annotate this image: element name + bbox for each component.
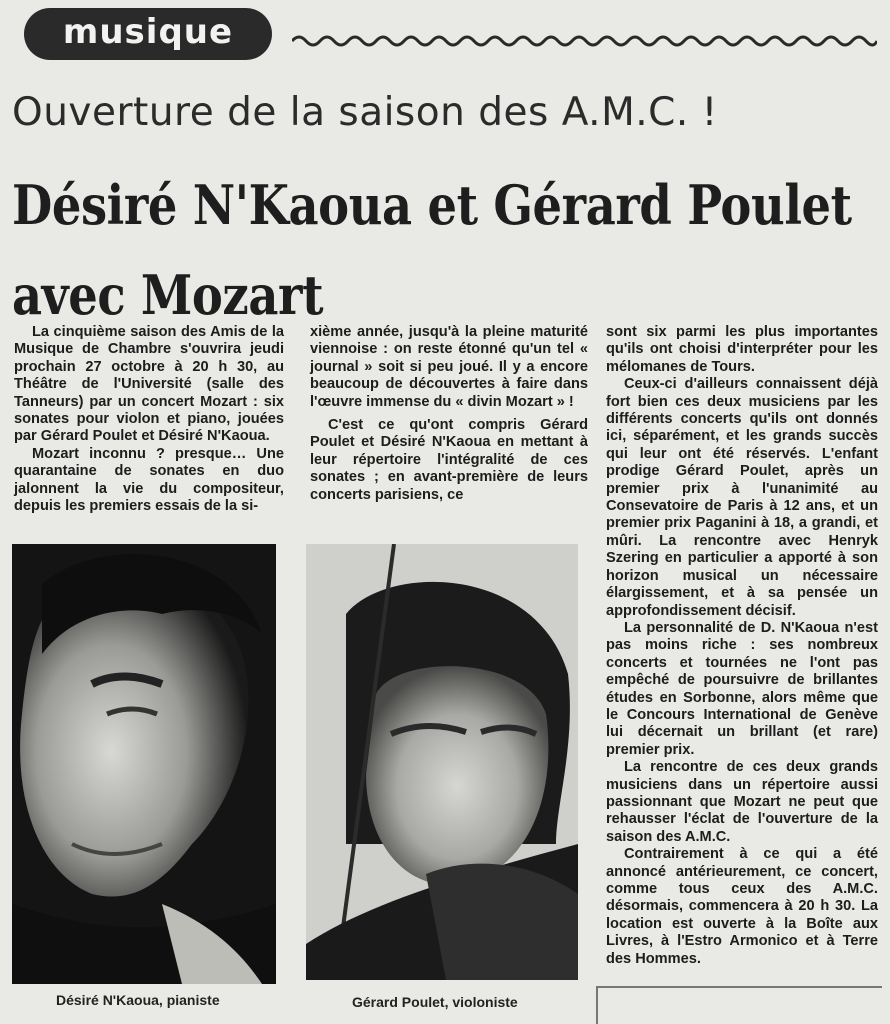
paragraph: Contrairement à ce qui a été annoncé antérieurement, ce concert, comme tous ceux des A.M.C. désormais, commencera à 20 h 30. La location est ouverte à la Boîte aux Livres, à l'Estro Armonico et à Terre des Hommes. — [606, 846, 878, 967]
pianist-portrait-image — [12, 544, 276, 984]
article-column-3 — [606, 324, 878, 968]
paragraph: Mozart inconnu ? presque… Une quarantaine de sonates en duo jalonnent la vie du compositeur, depuis les premiers essais de la si- — [14, 445, 284, 515]
kicker-headline: Ouverture de la saison des A.M.C. ! — [12, 90, 718, 135]
paragraph: La personnalité de D. N'Kaoua n'est pas moins riche : ses nombreux concerts et tournées ne l'ont pas empêché de poursuivre de brillantes études en Sorbonne, alors même que le Concours International de Genève lui décernait un brillant (et rare) premier prix. — [606, 619, 878, 758]
article-column-2 — [310, 324, 588, 504]
section-tag — [24, 8, 272, 60]
decorative-wave-rule — [292, 30, 877, 52]
violinist-photo — [306, 544, 578, 980]
violinist-portrait-image — [306, 544, 578, 980]
pianist-caption: Désiré N'Kaoua, pianiste — [56, 992, 220, 1008]
headline-line-1: Désiré N'Kaoua et Gérard Poulet — [12, 173, 852, 237]
column-end-rule-vertical — [596, 986, 598, 1024]
pianist-photo — [12, 544, 276, 984]
paragraph: La cinquième saison des Amis de la Musique de Chambre s'ouvrira jeudi prochain 27 octobre à 20 h 30, au Théâtre de l'Université (salle des Tanneurs) par un concert Mozart : six sonates pour violon et piano, jouées par Gérard Poulet et Désiré N'Kaoua. — [14, 324, 284, 445]
paragraph: sont six parmi les plus importantes qu'ils ont choisi d'interpréter pour les mélomanes de Tours. — [606, 324, 878, 375]
paragraph: C'est ce qu'ont compris Gérard Poulet et Désiré N'Kaoua en mettant à leur répertoire l'intégralité de ces sonates ; en avant-première de leurs concerts parisiens, ce — [310, 417, 588, 503]
main-headline — [12, 160, 852, 340]
paragraph: xième année, jusqu'à la pleine maturité viennoise : on reste étonné qu'un tel « journal » soit si peu joué. Il y a encore beaucoup de découvertes à faire dans l'œuvre immense du « divin Mozart » ! — [310, 324, 588, 410]
paragraph: Ceux-ci d'ailleurs connaissent déjà fort bien ces deux musiciens par les différents concerts qu'ils ont donnés ici, séparément, et les grands succès qui leur ont été réservés. L'enfant prodige Gérard Poulet, après un premier prix à l'unanimité au Consevatoire de Paris à 12 ans, et un premier prix Paganini à 18, a grandi, et mûri. La rencontre avec Henryk Szering en particulier a apporté à son horizon musical un nécessaire élargissement, et à sa pensée un approfondissement décisif. — [606, 376, 878, 619]
headline-line-2: avec Mozart — [12, 263, 324, 327]
column-end-rule — [596, 986, 882, 988]
section-label: musique — [62, 12, 234, 52]
violinist-caption: Gérard Poulet, violoniste — [352, 994, 518, 1010]
article-column-1 — [14, 324, 284, 515]
paragraph: La rencontre de ces deux grands musiciens dans un répertoire aussi passionnant que Mozart ne peut que rehausser l'éclat de l'ouverture de la saison des A.M.C. — [606, 759, 878, 845]
